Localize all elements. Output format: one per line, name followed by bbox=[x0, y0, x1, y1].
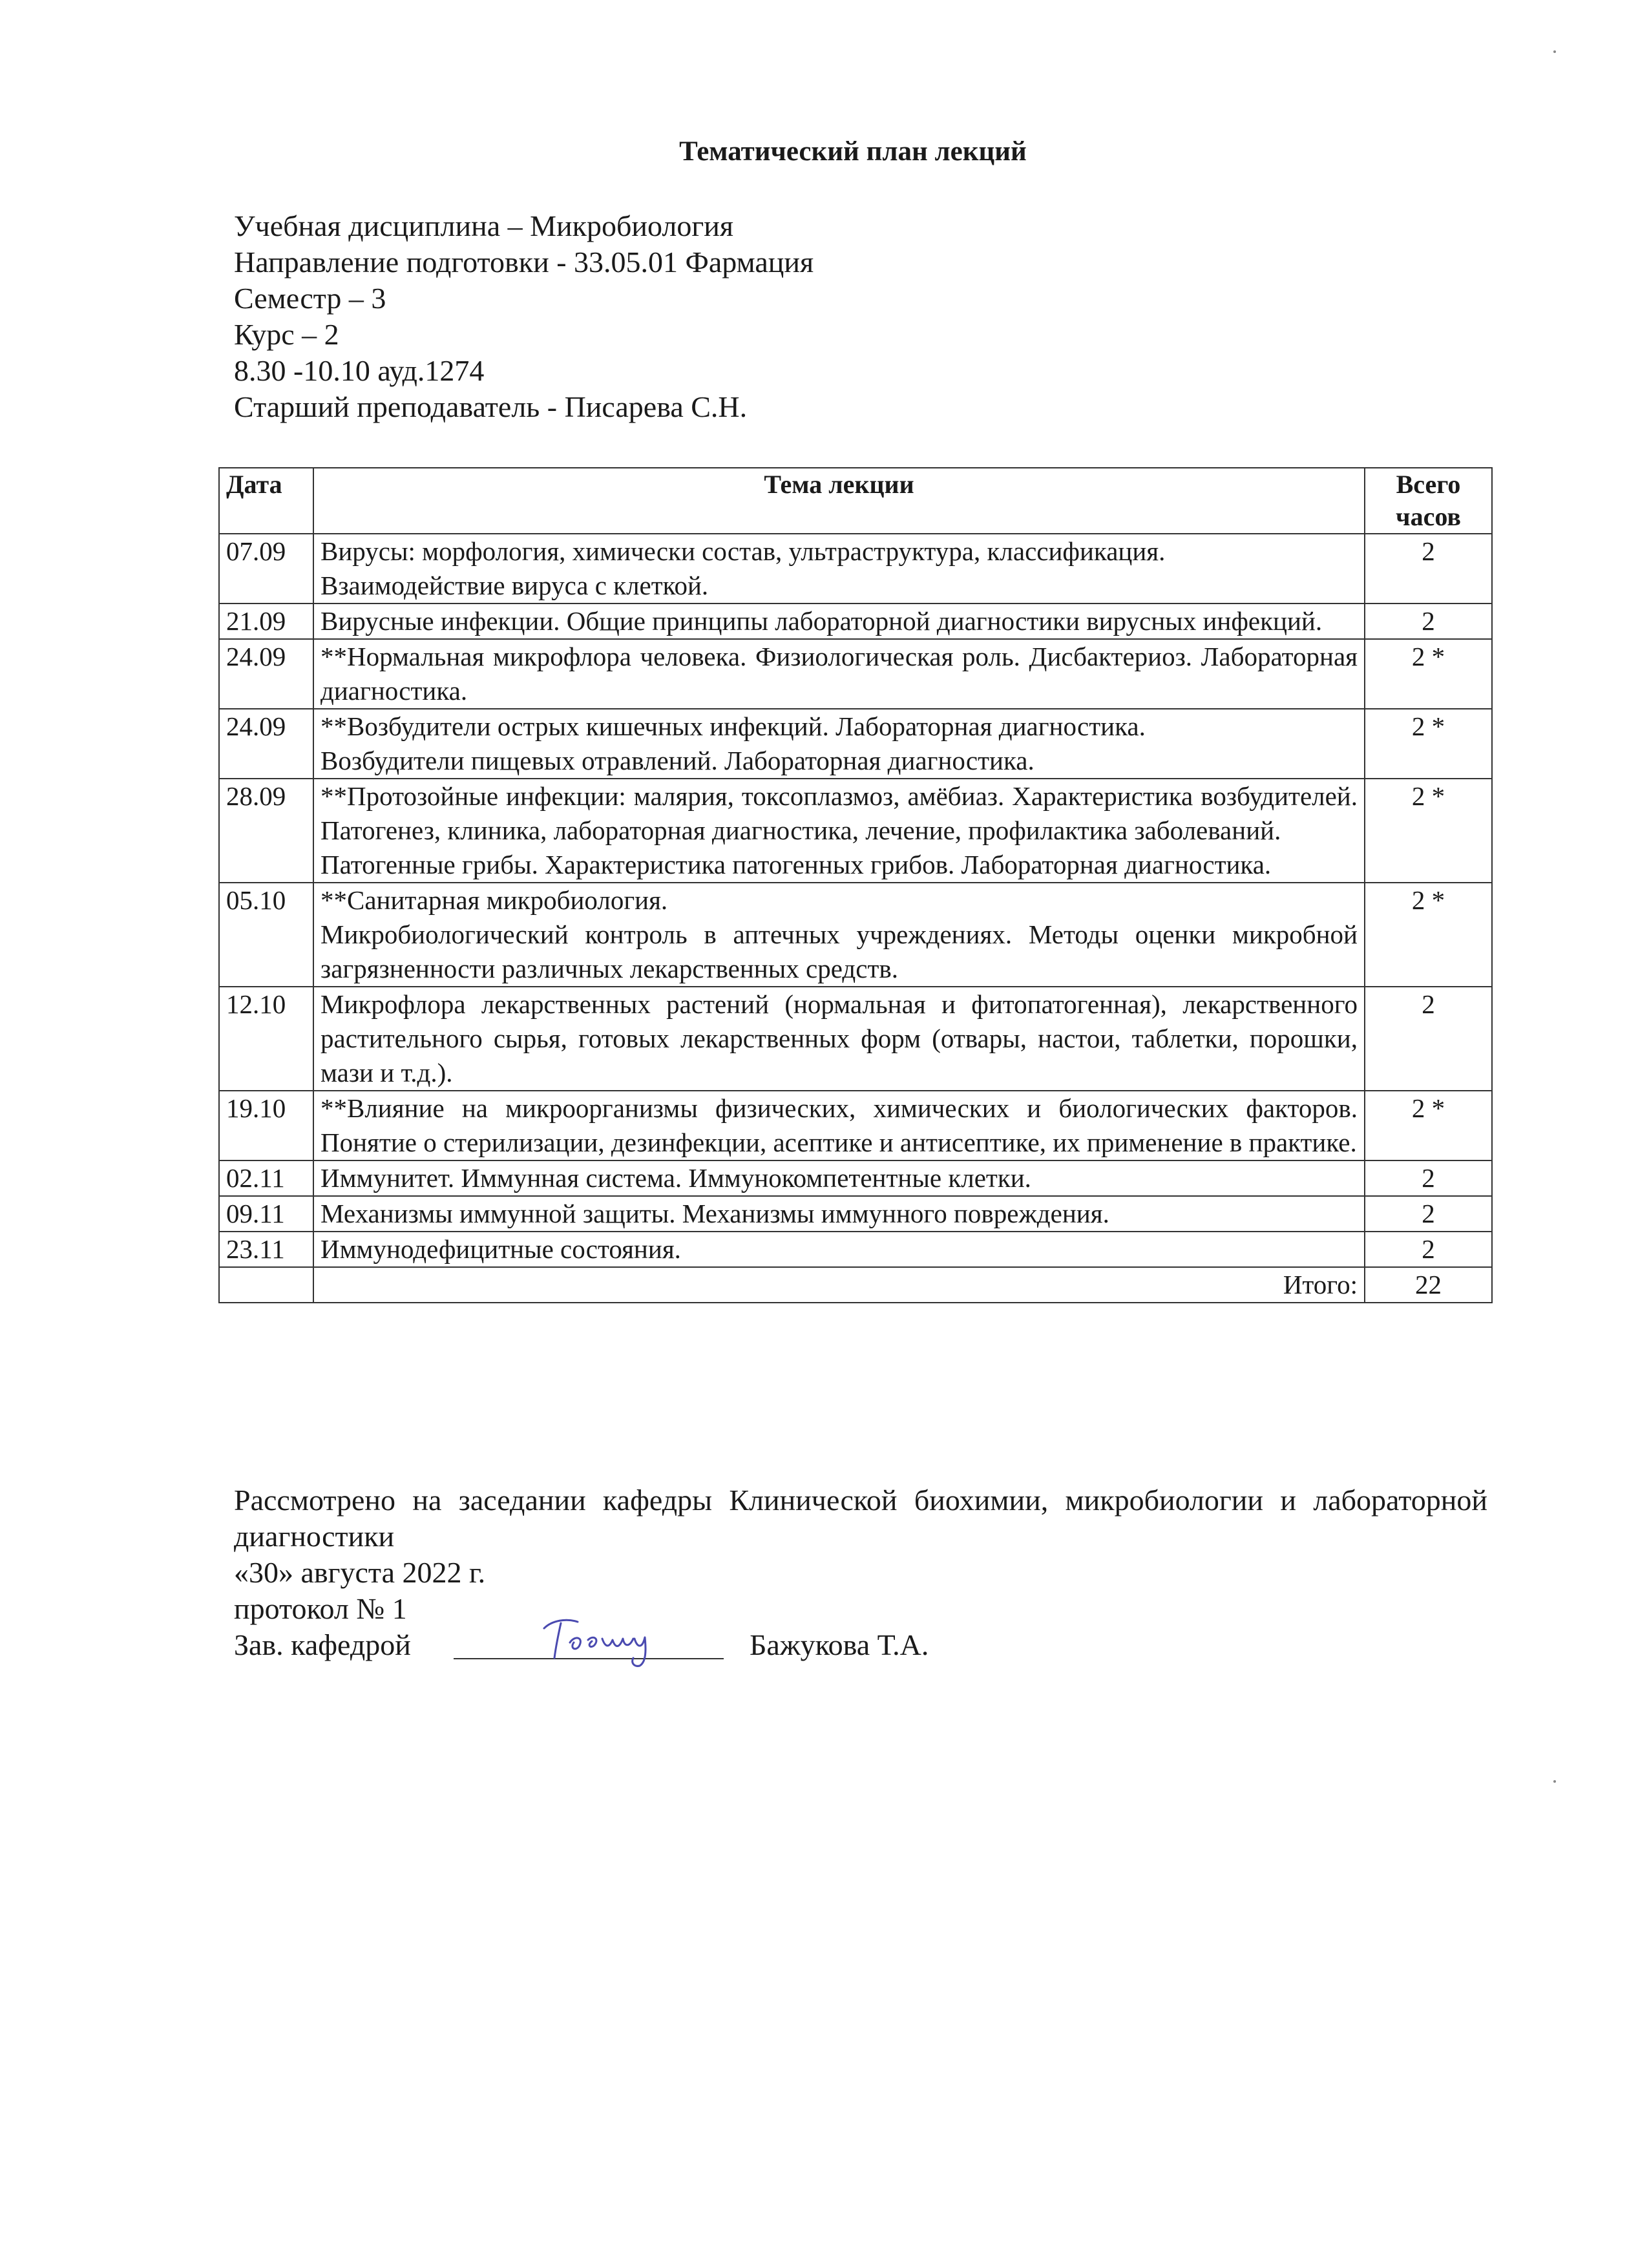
row-date: 21.09 bbox=[219, 604, 313, 639]
row-topic bbox=[313, 883, 1365, 987]
row-hours: 2 bbox=[1365, 534, 1492, 604]
row-hours: 2 * bbox=[1365, 709, 1492, 779]
direction-line: Направление подготовки - 33.05.01 Фармация bbox=[234, 246, 814, 278]
table-row bbox=[219, 604, 1492, 639]
table-row bbox=[219, 534, 1492, 604]
total-row bbox=[219, 1267, 1492, 1303]
row-date: 05.10 bbox=[219, 883, 313, 987]
topic-text: Иммунитет. Иммунная система. Иммунокомпетентные клетки. bbox=[320, 1163, 1031, 1193]
row-date: 28.09 bbox=[219, 779, 313, 883]
row-topic bbox=[313, 639, 1365, 709]
row-hours: 2 bbox=[1365, 1196, 1492, 1232]
topic-text: Патогенные грибы. Характеристика патогенных грибов. Лабораторная диагностика. bbox=[320, 850, 1272, 879]
total-value: 22 bbox=[1365, 1267, 1492, 1303]
table-row bbox=[219, 639, 1492, 709]
topic-text: Вирусы: морфология, химически состав, ультраструктура, классификация. bbox=[320, 536, 1166, 566]
course-line: Курс – 2 bbox=[234, 318, 339, 351]
topic-text: Микрофлора лекарственных растений (нормальная и фитопатогенная), лекарственного растительного сырья, готовых лекарственных форм (отвары, настои, таблетки, порошки, мази и т.д.). bbox=[320, 989, 1358, 1087]
scan-speck bbox=[1553, 1780, 1556, 1783]
hours-column-header: Всего часов bbox=[1365, 468, 1492, 534]
course-info bbox=[234, 208, 814, 425]
topic-text: Взаимодействие вируса с клеткой. bbox=[320, 571, 709, 600]
head-name: Бажукова Т.А. bbox=[750, 1628, 929, 1661]
row-topic bbox=[313, 604, 1365, 639]
row-hours: 2 * bbox=[1365, 883, 1492, 987]
table-row bbox=[219, 1196, 1492, 1232]
signature-row bbox=[234, 1627, 1487, 1663]
lecturer-line: Старший преподаватель - Писарева С.Н. bbox=[234, 390, 748, 423]
approval-date: «30» августа 2022 г. bbox=[234, 1556, 486, 1589]
row-hours: 2 * bbox=[1365, 639, 1492, 709]
page-title: Тематический план лекций bbox=[679, 136, 1027, 167]
header-row bbox=[219, 468, 1492, 534]
topic-column-header: Тема лекции bbox=[313, 468, 1365, 534]
total-empty-cell bbox=[219, 1267, 313, 1303]
row-date: 07.09 bbox=[219, 534, 313, 604]
scan-speck bbox=[1553, 50, 1556, 53]
head-label: Зав. кафедрой bbox=[234, 1628, 411, 1661]
handwritten-signature bbox=[532, 1609, 675, 1667]
table-row bbox=[219, 709, 1492, 779]
row-hours: 2 * bbox=[1365, 1091, 1492, 1160]
protocol-number: протокол № 1 bbox=[234, 1592, 407, 1625]
schedule-line: 8.30 -10.10 ауд.1274 bbox=[234, 354, 485, 387]
topic-text: Иммунодефицитные состояния. bbox=[320, 1234, 681, 1264]
table-footer bbox=[219, 1267, 1492, 1303]
row-date: 23.11 bbox=[219, 1232, 313, 1267]
row-hours: 2 bbox=[1365, 1232, 1492, 1267]
topic-text: Механизмы иммунной защиты. Механизмы иммунного повреждения. bbox=[320, 1199, 1109, 1228]
topic-text: **Санитарная микробиология. bbox=[320, 885, 668, 915]
row-topic bbox=[313, 1196, 1365, 1232]
approval-block bbox=[234, 1482, 1487, 1663]
row-date: 02.11 bbox=[219, 1160, 313, 1196]
lecture-plan-table bbox=[218, 467, 1493, 1303]
row-topic bbox=[313, 534, 1365, 604]
topic-text: **Протозойные инфекции: малярия, токсоплазмоз, амёбиаз. Характеристика возбудителей. Патогенез, клиника, лабораторная диагностика, лечение, профилактика заболеваний. bbox=[320, 781, 1358, 845]
topic-text: Микробиологический контроль в аптечных учреждениях. Методы оценки микробной загрязненности различных лекарственных средств. bbox=[320, 919, 1358, 983]
topic-text: **Возбудители острых кишечных инфекций. Лабораторная диагностика. bbox=[320, 711, 1146, 741]
table-row bbox=[219, 987, 1492, 1091]
row-topic bbox=[313, 1091, 1365, 1160]
topic-text: **Нормальная микрофлора человека. Физиологическая роль. Дисбактериоз. Лабораторная диагностика. bbox=[320, 642, 1358, 706]
row-date: 19.10 bbox=[219, 1091, 313, 1160]
topic-text: **Влияние на микроорганизмы физических, химических и биологических факторов. Понятие о стерилизации, дезинфекции, асептике и антисептике, их применение в практике. bbox=[320, 1093, 1358, 1157]
semester-line: Семестр – 3 bbox=[234, 282, 386, 315]
discipline-line: Учебная дисциплина – Микробиология bbox=[234, 209, 733, 242]
total-label: Итого: bbox=[313, 1267, 1365, 1303]
row-topic bbox=[313, 709, 1365, 779]
topic-text: Вирусные инфекции. Общие принципы лабораторной диагностики вирусных инфекций. bbox=[320, 606, 1323, 636]
row-date: 24.09 bbox=[219, 709, 313, 779]
row-topic bbox=[313, 779, 1365, 883]
row-topic bbox=[313, 1160, 1365, 1196]
table-header bbox=[219, 468, 1492, 534]
date-column-header: Дата bbox=[219, 468, 313, 534]
topic-text: Возбудители пищевых отравлений. Лабораторная диагностика. bbox=[320, 746, 1035, 775]
row-date: 09.11 bbox=[219, 1196, 313, 1232]
table-row bbox=[219, 1160, 1492, 1196]
table-row bbox=[219, 779, 1492, 883]
table-row bbox=[219, 1232, 1492, 1267]
row-date: 24.09 bbox=[219, 639, 313, 709]
row-topic bbox=[313, 987, 1365, 1091]
approval-text: Рассмотрено на заседании кафедры Клинической биохимии, микробиологии и лабораторной диагностики bbox=[234, 1484, 1487, 1553]
table-body bbox=[219, 534, 1492, 1267]
row-hours: 2 bbox=[1365, 987, 1492, 1091]
table-row bbox=[219, 883, 1492, 987]
row-hours: 2 bbox=[1365, 1160, 1492, 1196]
row-hours: 2 * bbox=[1365, 779, 1492, 883]
row-hours: 2 bbox=[1365, 604, 1492, 639]
table-row bbox=[219, 1091, 1492, 1160]
row-topic bbox=[313, 1232, 1365, 1267]
row-date: 12.10 bbox=[219, 987, 313, 1091]
